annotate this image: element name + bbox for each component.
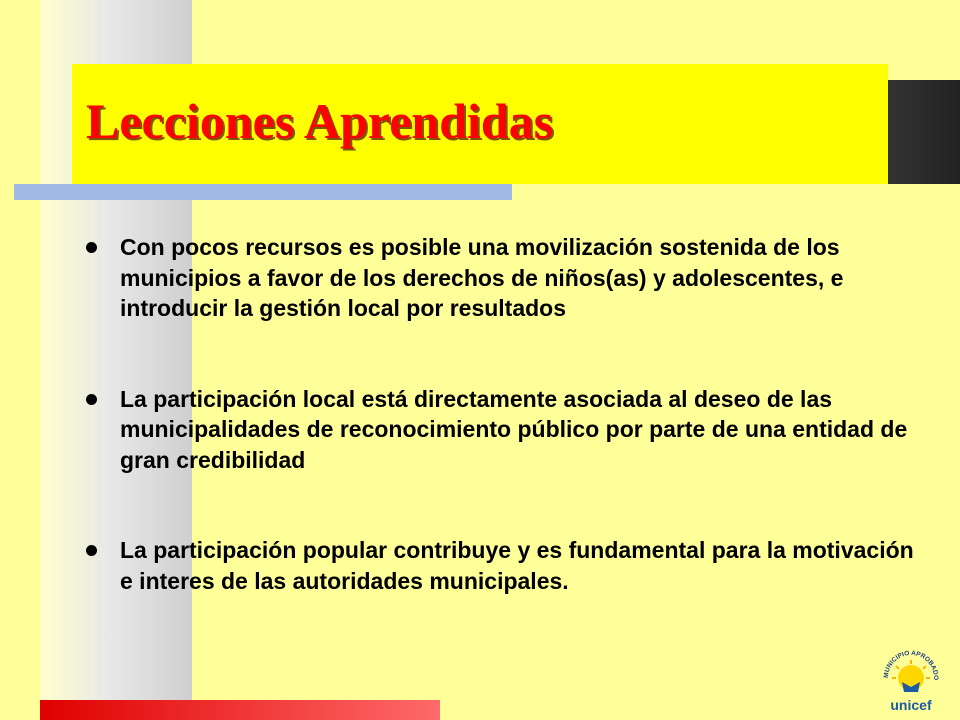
blue-accent-bar (14, 184, 512, 200)
bullet-dot-icon (86, 545, 97, 556)
municipio-aprobado-seal-icon (876, 638, 946, 714)
red-accent-bar (40, 700, 440, 720)
dark-accent-block (888, 80, 960, 184)
bullet-list (80, 232, 920, 596)
bullet-text: La participación local está directamente asociada al deseo de las municipalidades de reconocimiento público por parte de una entidad de gran credibilidad (120, 385, 908, 473)
unicef-wordmark: unicef (890, 697, 932, 713)
seal-arc-text: MUNICIPIO APROBADO (882, 649, 940, 681)
bullet-dot-icon (86, 394, 97, 405)
list-item (80, 384, 920, 476)
bullet-text: La participación popular contribuye y es fundamental para la motivación e interes de las autoridades municipales. (120, 537, 914, 594)
bullet-text: Con pocos recursos es posible una movilización sostenida de los municipios a favor de los derechos de niños(as) y adolescentes, e introducir la gestión local por resultados (120, 234, 844, 321)
list-item (80, 535, 920, 596)
list-item (80, 232, 920, 324)
slide-title: Lecciones Aprendidas (86, 93, 554, 149)
bullet-dot-icon (86, 242, 97, 253)
